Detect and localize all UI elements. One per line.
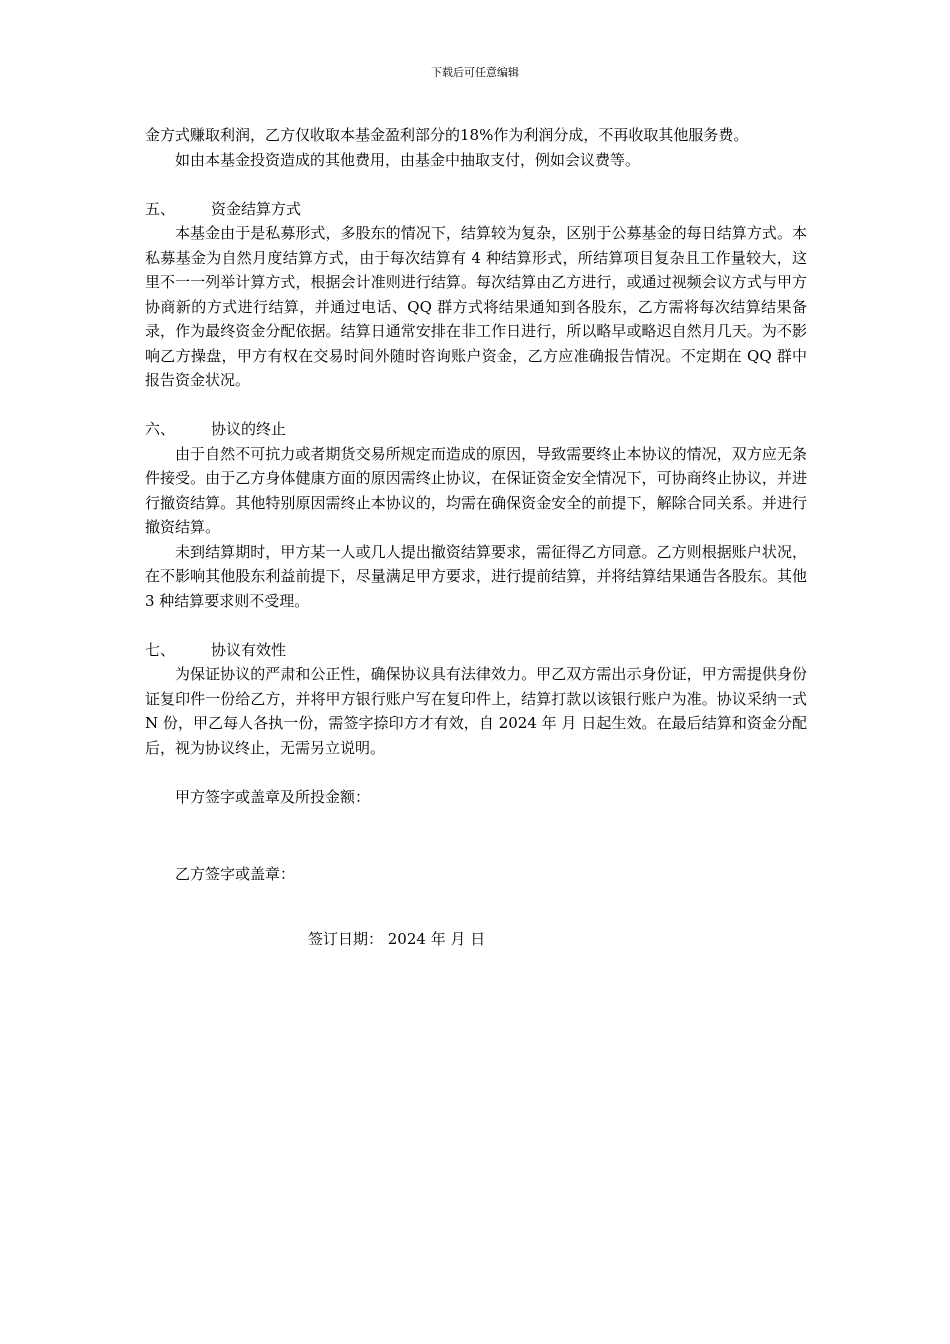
- spacer: [145, 393, 807, 418]
- signature-space: [145, 809, 807, 862]
- party-a-signature-label: 甲方签字或盖章及所投金额：: [175, 787, 371, 806]
- party-b-signature-label: 乙方签字或盖章：: [175, 865, 296, 883]
- spacer: [145, 172, 807, 197]
- section-5-title: 资金结算方式: [211, 199, 302, 218]
- document-body: [145, 123, 807, 951]
- intro-paragraph-2: 如由本基金投资造成的其他费用，由基金中抽取支付，例如会议费等。: [175, 150, 641, 169]
- section-6-number: 六、: [145, 420, 176, 438]
- spacer: [145, 613, 807, 638]
- page-header: 下载后可任意编辑: [431, 66, 519, 79]
- section-5-heading: [145, 197, 807, 222]
- section-6-paragraph-2: 未到结算期时，甲方某一人或几人提出撤资结算要求，需征得乙方同意。乙方则根据账户状况，在不影响其他股东利益前提下，尽量满足甲方要求，进行提前结算，并将结算结果通告各股东。其他 3 种结算要求则不受理。: [145, 542, 807, 610]
- section-6-heading: [145, 417, 807, 442]
- section-5-number: 五、: [145, 199, 176, 218]
- section-6-title: 协议的终止: [211, 420, 287, 438]
- section-7-title: 协议有效性: [211, 640, 287, 659]
- section-5-paragraph-1: 本基金由于是私募形式，多股东的情况下，结算较为复杂，区别于公募基金的每日结算方式。本私募基金为自然月度结算方式，由于每次结算有 4 种结算形式，所结算项目复杂且工作量较大，这里不一一列举计算方式，根据会计准则进行结算。每次结算由乙方进行，或通过视频会议方式与甲方协商新的方式进行结算，并通过电话、QQ 群方式将结果通知到各股东，乙方需将每次结算结果备录，作为最终资金分配依据。结算日通常安排在非工作日进行，所以略早或略迟自然月几天。为不影响乙方操盘，甲方有权在交易时间外随时咨询账户资金，乙方应准确报告情况。不定期在 QQ 群中报告资金状况。: [145, 224, 807, 389]
- section-6-paragraph-1: 由于自然不可抗力或者期货交易所规定而造成的原因，导致需要终止本协议的情况，双方应无条件接受。由于乙方身体健康方面的原因需终止协议，在保证资金安全情况下，可协商终止协议，并进行撤资结算。其他特别原因需终止本协议的，均需在确保资金安全的前提下，解除合同关系。并进行撤资结算。: [145, 444, 807, 536]
- section-7-number: 七、: [145, 640, 176, 659]
- spacer: [145, 760, 807, 785]
- signing-date: 签订日期： 2024 年 月 日: [308, 929, 486, 948]
- intro-paragraph-1: 金方式赚取利润，乙方仅收取本基金盈利部分的18%作为利润分成，不再收取其他服务费。: [145, 126, 749, 144]
- section-7-paragraph-1: 为保证协议的严肃和公正性，确保协议具有法律效力。甲乙双方需出示身份证，甲方需提供身份证复印件一份给乙方，并将甲方银行账户写在复印件上，结算打款以该银行账户为准。协议采纳一式 N 份，甲乙每人各执一份，需签字捺印方才有效，自 2024 年 月 日起生效。在最后结算和资金分配后，视为协议终止，无需另立说明。: [145, 665, 807, 757]
- section-7-heading: [145, 638, 807, 663]
- signature-space: [145, 887, 807, 927]
